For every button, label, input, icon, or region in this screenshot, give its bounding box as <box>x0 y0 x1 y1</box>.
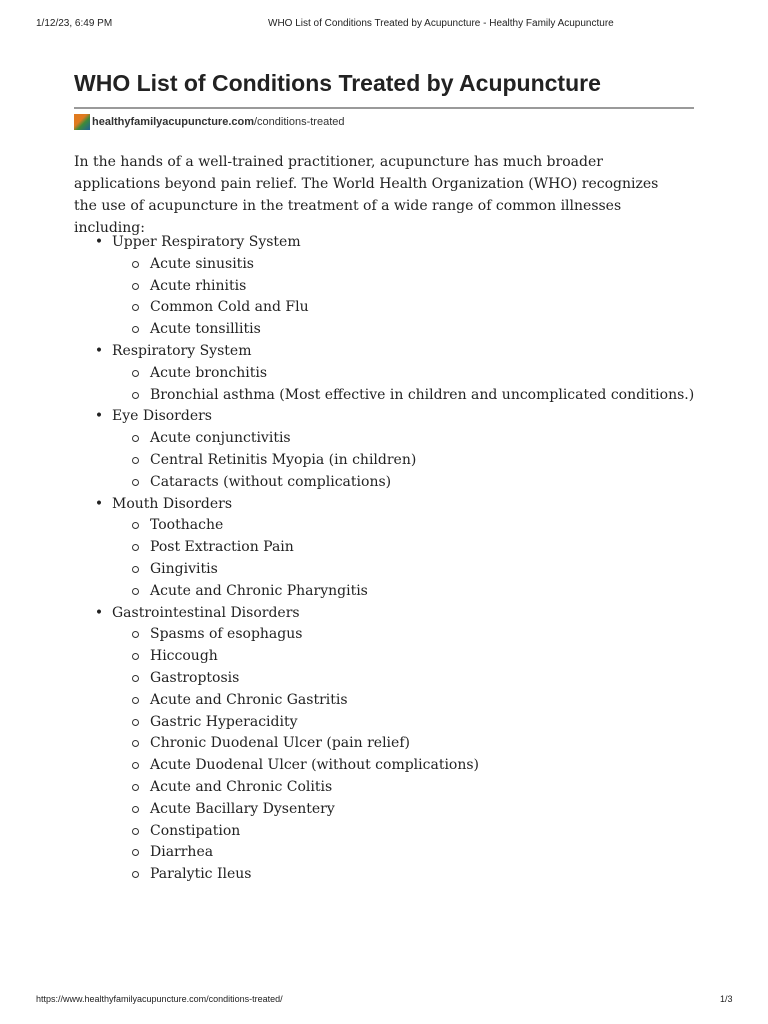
condition-name: Acute bronchitis <box>150 364 268 381</box>
condition-item <box>112 821 714 843</box>
intro-paragraph: In the hands of a well-trained practitioner, acupuncture has much broader applications beyond pain relief. The World Health Organization (WHO) recognizes the use of acupuncture in the treatment of a wide range of common illnesses including: <box>74 154 659 236</box>
condition-name: Gingivitis <box>150 560 218 577</box>
condition-item <box>112 733 714 755</box>
bullet-icon: • <box>94 342 104 359</box>
category-item <box>74 603 714 886</box>
circle-bullet-icon <box>132 806 139 813</box>
circle-bullet-icon <box>132 871 139 878</box>
circle-bullet-icon <box>132 261 139 268</box>
condition-name: Hiccough <box>150 648 218 665</box>
circle-bullet-icon <box>132 457 139 464</box>
circle-bullet-icon <box>132 675 139 682</box>
condition-name: Acute Bacillary Dysentery <box>150 800 335 817</box>
condition-name: Acute and Chronic Colitis <box>150 778 333 795</box>
category-name: Eye Disorders <box>112 408 212 425</box>
category-item <box>74 341 714 406</box>
condition-item <box>112 646 714 668</box>
circle-bullet-icon <box>132 304 139 311</box>
condition-name: Acute conjunctivitis <box>150 430 291 447</box>
condition-item <box>112 799 714 821</box>
condition-item <box>112 537 714 559</box>
footer-url: https://www.healthyfamilyacupuncture.com/conditions-treated/ <box>36 994 283 1004</box>
condition-name: Acute tonsillitis <box>150 321 261 338</box>
condition-name: Paralytic Ileus <box>150 866 252 883</box>
condition-item <box>112 297 714 319</box>
circle-bullet-icon <box>132 588 139 595</box>
condition-item <box>112 319 714 341</box>
condition-item <box>112 428 714 450</box>
title-divider <box>74 107 694 109</box>
circle-bullet-icon <box>132 370 139 377</box>
condition-name: Acute rhinitis <box>150 277 247 294</box>
condition-item <box>112 690 714 712</box>
condition-name: Acute sinusitis <box>150 255 254 272</box>
condition-name: Bronchial asthma (Most effective in children and uncomplicated conditions.) <box>150 386 695 403</box>
category-item <box>74 232 714 341</box>
circle-bullet-icon <box>132 544 139 551</box>
condition-item <box>112 842 714 864</box>
circle-bullet-icon <box>132 522 139 529</box>
bullet-icon: • <box>94 408 104 425</box>
condition-item <box>112 363 714 385</box>
condition-item <box>112 450 714 472</box>
source-path: /conditions-treated <box>254 116 345 128</box>
bullet-icon: • <box>94 604 104 621</box>
condition-name: Diarrhea <box>150 844 214 861</box>
article-title: WHO List of Conditions Treated by Acupuncture <box>74 70 601 96</box>
condition-name: Gastric Hyperacidity <box>150 713 298 730</box>
circle-bullet-icon <box>132 828 139 835</box>
condition-name: Cataracts (without complications) <box>150 473 392 490</box>
circle-bullet-icon <box>132 719 139 726</box>
site-favicon-icon <box>74 114 90 130</box>
condition-item <box>112 755 714 777</box>
circle-bullet-icon <box>132 435 139 442</box>
circle-bullet-icon <box>132 283 139 290</box>
condition-name: Gastroptosis <box>150 669 240 686</box>
print-header-title: WHO List of Conditions Treated by Acupuncture - Healthy Family Acupuncture <box>268 18 614 29</box>
source-domain: healthyfamilyacupuncture.com <box>92 116 254 128</box>
condition-name: Acute Duodenal Ulcer (without complications) <box>150 757 480 774</box>
circle-bullet-icon <box>132 762 139 769</box>
circle-bullet-icon <box>132 697 139 704</box>
condition-item <box>112 777 714 799</box>
circle-bullet-icon <box>132 479 139 486</box>
condition-sublist <box>112 515 714 602</box>
condition-item <box>112 472 714 494</box>
circle-bullet-icon <box>132 326 139 333</box>
condition-name: Chronic Duodenal Ulcer (pain relief) <box>150 735 410 752</box>
condition-name: Constipation <box>150 822 241 839</box>
circle-bullet-icon <box>132 631 139 638</box>
condition-item <box>112 276 714 298</box>
print-date: 1/12/23, 6:49 PM <box>36 18 113 29</box>
circle-bullet-icon <box>132 566 139 573</box>
condition-sublist <box>112 363 714 407</box>
conditions-list <box>74 232 714 886</box>
condition-sublist <box>112 428 714 493</box>
condition-item <box>112 624 714 646</box>
condition-item <box>112 515 714 537</box>
circle-bullet-icon <box>132 740 139 747</box>
condition-item <box>112 668 714 690</box>
circle-bullet-icon <box>132 392 139 399</box>
category-name: Respiratory System <box>112 342 252 359</box>
category-name: Mouth Disorders <box>112 495 233 512</box>
condition-item <box>112 581 714 603</box>
condition-name: Common Cold and Flu <box>150 299 309 316</box>
condition-name: Central Retinitis Myopia (in children) <box>150 451 417 468</box>
bullet-icon: • <box>94 495 104 512</box>
condition-sublist <box>112 254 714 341</box>
condition-name: Spasms of esophagus <box>150 626 303 643</box>
page-number: 1/3 <box>720 994 733 1004</box>
condition-item <box>112 864 714 886</box>
source-link[interactable] <box>74 114 345 130</box>
condition-sublist <box>112 624 714 886</box>
condition-name: Post Extraction Pain <box>150 539 294 556</box>
category-name: Upper Respiratory System <box>112 234 301 250</box>
condition-name: Acute and Chronic Gastritis <box>150 691 348 708</box>
category-name: Gastrointestinal Disorders <box>112 604 300 621</box>
circle-bullet-icon <box>132 784 139 791</box>
category-item <box>74 494 714 603</box>
condition-item <box>112 385 714 407</box>
circle-bullet-icon <box>132 849 139 856</box>
bullet-icon: • <box>94 234 104 250</box>
circle-bullet-icon <box>132 653 139 660</box>
condition-item <box>112 712 714 734</box>
condition-name: Acute and Chronic Pharyngitis <box>150 582 368 599</box>
condition-name: Toothache <box>150 517 224 534</box>
condition-item <box>112 559 714 581</box>
condition-item <box>112 254 714 276</box>
category-item <box>74 406 714 493</box>
